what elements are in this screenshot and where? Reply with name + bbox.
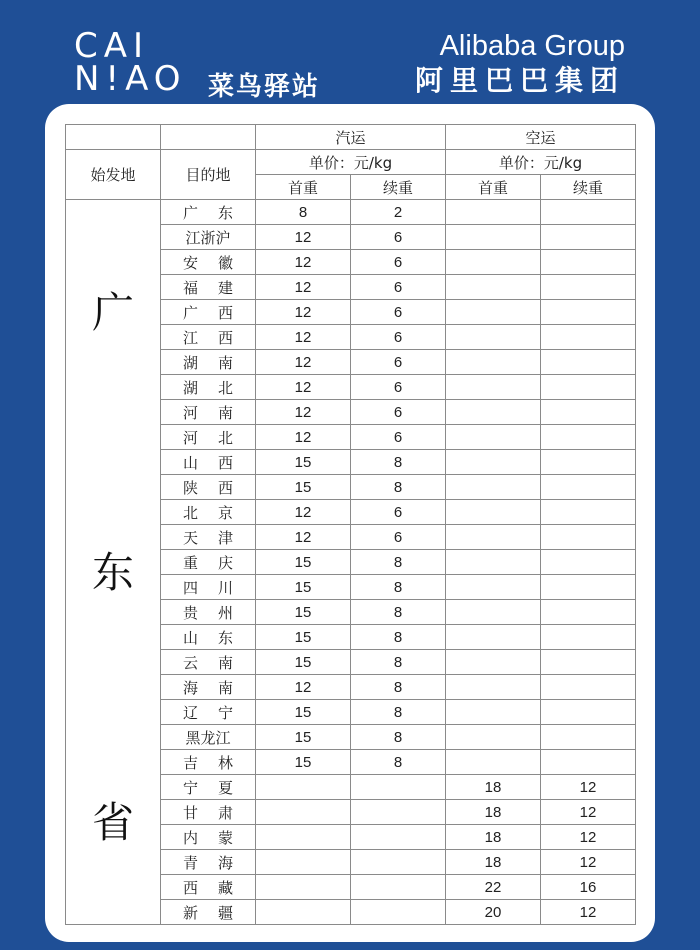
destination-text: 建 [217,278,233,297]
destination-text: 京 [217,503,233,522]
air-extra-weight-cell: 12 [541,825,636,850]
destination-text: 河 [183,428,199,447]
destination-cell [161,375,256,400]
destination-text: 林 [217,753,233,772]
price-table [65,124,636,925]
ground-extra-weight-cell: 8 [351,650,446,675]
ground-extra-weight-cell: 8 [351,725,446,750]
destination-text: 津 [217,528,233,547]
destination-text: 河 [183,403,199,422]
ground-extra-weight-cell: 6 [351,525,446,550]
destination-cell [161,450,256,475]
ground-extra-weight-cell [351,900,446,925]
air-extra-weight-cell [541,500,636,525]
ground-first-weight-cell: 12 [256,525,351,550]
ground-extra-weight-cell: 6 [351,425,446,450]
destination-cell [161,775,256,800]
destination-cell [161,525,256,550]
ground-first-weight-cell: 12 [256,375,351,400]
destination-text: 西 [217,328,233,347]
destination-text: 肃 [217,803,233,822]
ground-first-weight-cell: 15 [256,450,351,475]
ground-extra-weight-cell [351,800,446,825]
destination-cell [161,850,256,875]
destination-text: 广 [183,303,199,322]
ground-extra-weight-cell: 6 [351,400,446,425]
air-first-weight-cell [446,375,541,400]
alibaba-logo [415,30,625,100]
ground-extra-weight-cell: 8 [351,475,446,500]
destination-text: 徽 [217,253,233,272]
ground-first-weight-cell [256,900,351,925]
destination-cell [161,400,256,425]
air-extra-weight-cell [541,675,636,700]
ground-first-weight-cell: 8 [256,200,351,225]
origin-char: 东 [91,548,134,597]
air-first-weight-cell [446,425,541,450]
ground-unit-price: 单价：元/kg [256,150,446,175]
destination-text: 西 [217,303,233,322]
destination-text: 宁 [217,703,233,722]
air-extra-weight-cell [541,475,636,500]
destination-cell [161,875,256,900]
ground-extra-weight-cell [351,875,446,900]
air-extra-weight-cell [541,750,636,775]
ground-extra-weight-cell: 6 [351,300,446,325]
ground-first-weight-cell [256,800,351,825]
air-first-weight-cell [446,200,541,225]
ground-extra-weight-cell [351,775,446,800]
destination-text: 南 [217,678,233,697]
destination-text: 安 [183,253,199,272]
ground-first-weight-cell: 12 [256,425,351,450]
air-extra-weight-cell [541,600,636,625]
destination-cell [161,625,256,650]
destination-text: 南 [217,403,233,422]
destination-text: 宁 [183,778,199,797]
air-extra-weight-cell [541,275,636,300]
origin-char: 省 [91,798,134,847]
air-extra-weight-cell: 12 [541,850,636,875]
destination-cell [161,550,256,575]
air-first-weight-cell [446,275,541,300]
air-extra-weight-header: 续重 [541,175,636,200]
ground-first-weight-cell: 15 [256,725,351,750]
price-panel [45,104,655,942]
air-extra-weight-cell [541,350,636,375]
air-extra-weight-cell [541,425,636,450]
air-extra-weight-cell [541,225,636,250]
ground-first-weight-cell [256,775,351,800]
air-first-weight-cell: 18 [446,775,541,800]
destination-cell [161,475,256,500]
destination-cell [161,350,256,375]
destination-text: 江 [183,328,199,347]
ground-extra-weight-cell: 2 [351,200,446,225]
destination-text: 山 [183,628,199,647]
air-first-weight-cell [446,250,541,275]
air-extra-weight-cell [541,400,636,425]
origin-header: 始发地 [66,150,161,200]
ground-extra-weight-cell: 6 [351,250,446,275]
destination-text: 黑龙江 [185,728,231,747]
air-first-weight-cell [446,450,541,475]
ground-extra-weight-cell: 8 [351,600,446,625]
air-extra-weight-cell: 12 [541,775,636,800]
air-extra-weight-cell: 12 [541,900,636,925]
blank-header-cell [66,125,161,150]
air-extra-weight-cell [541,325,636,350]
ground-extra-weight-cell: 6 [351,325,446,350]
cainiao-station-name: 菜鸟驿站 [208,72,321,102]
ground-first-weight-cell: 15 [256,700,351,725]
destination-text: 庆 [217,553,233,572]
ground-extra-weight-cell: 8 [351,675,446,700]
ground-extra-weight-cell: 6 [351,225,446,250]
air-first-weight-header: 首重 [446,175,541,200]
destination-cell [161,250,256,275]
destination-cell [161,700,256,725]
destination-text: 湖 [183,353,199,372]
destination-text: 蒙 [217,828,233,847]
destination-text: 州 [217,603,233,622]
origin-cell [66,200,161,925]
ground-first-weight-cell: 15 [256,625,351,650]
ground-first-weight-cell: 12 [256,500,351,525]
destination-text: 山 [183,453,199,472]
ground-first-weight-cell: 12 [256,250,351,275]
destination-cell [161,575,256,600]
destination-text: 西 [217,478,233,497]
ground-first-weight-cell [256,875,351,900]
air-extra-weight-cell [541,525,636,550]
ground-extra-weight-cell: 8 [351,575,446,600]
destination-text: 青 [183,853,199,872]
destination-text: 南 [217,653,233,672]
destination-cell [161,325,256,350]
air-first-weight-cell: 22 [446,875,541,900]
table-row [66,200,636,225]
air-extra-weight-cell [541,700,636,725]
destination-cell [161,275,256,300]
destination-cell [161,225,256,250]
destination-text: 东 [217,203,233,222]
air-first-weight-cell [446,325,541,350]
ground-extra-weight-cell: 6 [351,500,446,525]
air-first-weight-cell [446,500,541,525]
destination-cell [161,825,256,850]
destination-text: 吉 [183,753,199,772]
ground-extra-weight-cell: 8 [351,450,446,475]
air-extra-weight-cell [541,300,636,325]
air-extra-weight-cell [541,625,636,650]
ground-transport-header: 汽运 [256,125,446,150]
destination-text: 海 [183,678,199,697]
ground-extra-weight-cell: 6 [351,275,446,300]
ground-first-weight-cell: 15 [256,600,351,625]
destination-text: 重 [183,553,199,572]
alibaba-name-en: Alibaba Group [439,30,625,62]
air-transport-header: 空运 [446,125,636,150]
destination-cell [161,425,256,450]
destination-cell [161,500,256,525]
air-first-weight-cell [446,600,541,625]
air-first-weight-cell [446,300,541,325]
destination-text: 内 [183,828,199,847]
destination-text: 湖 [183,378,199,397]
cainiao-logo-line1: CAI [74,26,150,66]
air-extra-weight-cell [541,375,636,400]
ground-extra-weight-cell [351,850,446,875]
destination-text: 藏 [217,878,233,897]
ground-first-weight-cell: 12 [256,400,351,425]
blank-header-cell [161,125,256,150]
air-first-weight-cell: 20 [446,900,541,925]
ground-first-weight-cell: 12 [256,675,351,700]
destination-cell [161,800,256,825]
destination-text: 西 [217,453,233,472]
air-first-weight-cell [446,550,541,575]
destination-text: 新 [183,903,199,922]
destination-text: 江浙沪 [185,228,231,247]
destination-cell [161,300,256,325]
air-first-weight-cell: 18 [446,825,541,850]
ground-first-weight-cell: 15 [256,750,351,775]
air-first-weight-cell [446,675,541,700]
air-first-weight-cell [446,750,541,775]
destination-text: 东 [217,628,233,647]
air-extra-weight-cell [541,550,636,575]
destination-text: 海 [217,853,233,872]
destination-text: 川 [217,578,233,597]
destination-text: 陕 [183,478,199,497]
air-first-weight-cell [446,700,541,725]
ground-first-weight-cell: 15 [256,650,351,675]
destination-cell [161,750,256,775]
air-extra-weight-cell [541,200,636,225]
destination-text: 疆 [217,903,233,922]
alibaba-name-cn: 阿里巴巴集团 [414,64,625,97]
air-extra-weight-cell [541,575,636,600]
destination-header: 目的地 [161,150,256,200]
destination-text: 天 [183,528,199,547]
air-extra-weight-cell: 16 [541,875,636,900]
air-first-weight-cell [446,625,541,650]
destination-cell [161,675,256,700]
destination-text: 甘 [183,803,199,822]
ground-extra-weight-cell: 6 [351,350,446,375]
ground-first-weight-cell: 15 [256,550,351,575]
ground-first-weight-cell: 15 [256,475,351,500]
destination-text: 西 [183,878,199,897]
destination-text: 贵 [183,603,199,622]
air-extra-weight-cell: 12 [541,800,636,825]
air-first-weight-cell [446,575,541,600]
ground-extra-weight-header: 续重 [351,175,446,200]
destination-cell [161,900,256,925]
ground-first-weight-cell: 12 [256,275,351,300]
cainiao-logo [74,26,321,102]
ground-extra-weight-cell: 8 [351,700,446,725]
destination-text: 云 [183,653,199,672]
ground-extra-weight-cell: 6 [351,375,446,400]
destination-cell [161,650,256,675]
cainiao-logo-line2: N!AO [74,59,187,99]
air-first-weight-cell [446,650,541,675]
destination-text: 北 [183,503,199,522]
air-first-weight-cell [446,725,541,750]
destination-text: 夏 [217,778,233,797]
destination-text: 辽 [183,703,199,722]
air-first-weight-cell: 18 [446,850,541,875]
ground-first-weight-cell [256,850,351,875]
destination-text: 广 [183,203,199,222]
ground-first-weight-cell: 12 [256,225,351,250]
air-extra-weight-cell [541,450,636,475]
destination-cell [161,200,256,225]
ground-extra-weight-cell: 8 [351,625,446,650]
air-first-weight-cell: 18 [446,800,541,825]
origin-char: 广 [91,288,134,337]
destination-text: 北 [217,378,233,397]
air-extra-weight-cell [541,725,636,750]
ground-first-weight-cell: 15 [256,575,351,600]
air-extra-weight-cell [541,650,636,675]
air-first-weight-cell [446,475,541,500]
destination-text: 四 [183,578,199,597]
air-first-weight-cell [446,525,541,550]
destination-text: 福 [183,278,199,297]
air-first-weight-cell [446,350,541,375]
destination-cell [161,725,256,750]
ground-first-weight-cell [256,825,351,850]
ground-first-weight-cell: 12 [256,350,351,375]
air-unit-price: 单价：元/kg [446,150,636,175]
ground-first-weight-cell: 12 [256,325,351,350]
destination-text: 北 [217,428,233,447]
ground-first-weight-cell: 12 [256,300,351,325]
destination-text: 南 [217,353,233,372]
ground-extra-weight-cell [351,825,446,850]
air-first-weight-cell [446,225,541,250]
air-extra-weight-cell [541,250,636,275]
air-first-weight-cell [446,400,541,425]
ground-extra-weight-cell: 8 [351,750,446,775]
ground-first-weight-header: 首重 [256,175,351,200]
ground-extra-weight-cell: 8 [351,550,446,575]
destination-cell [161,600,256,625]
